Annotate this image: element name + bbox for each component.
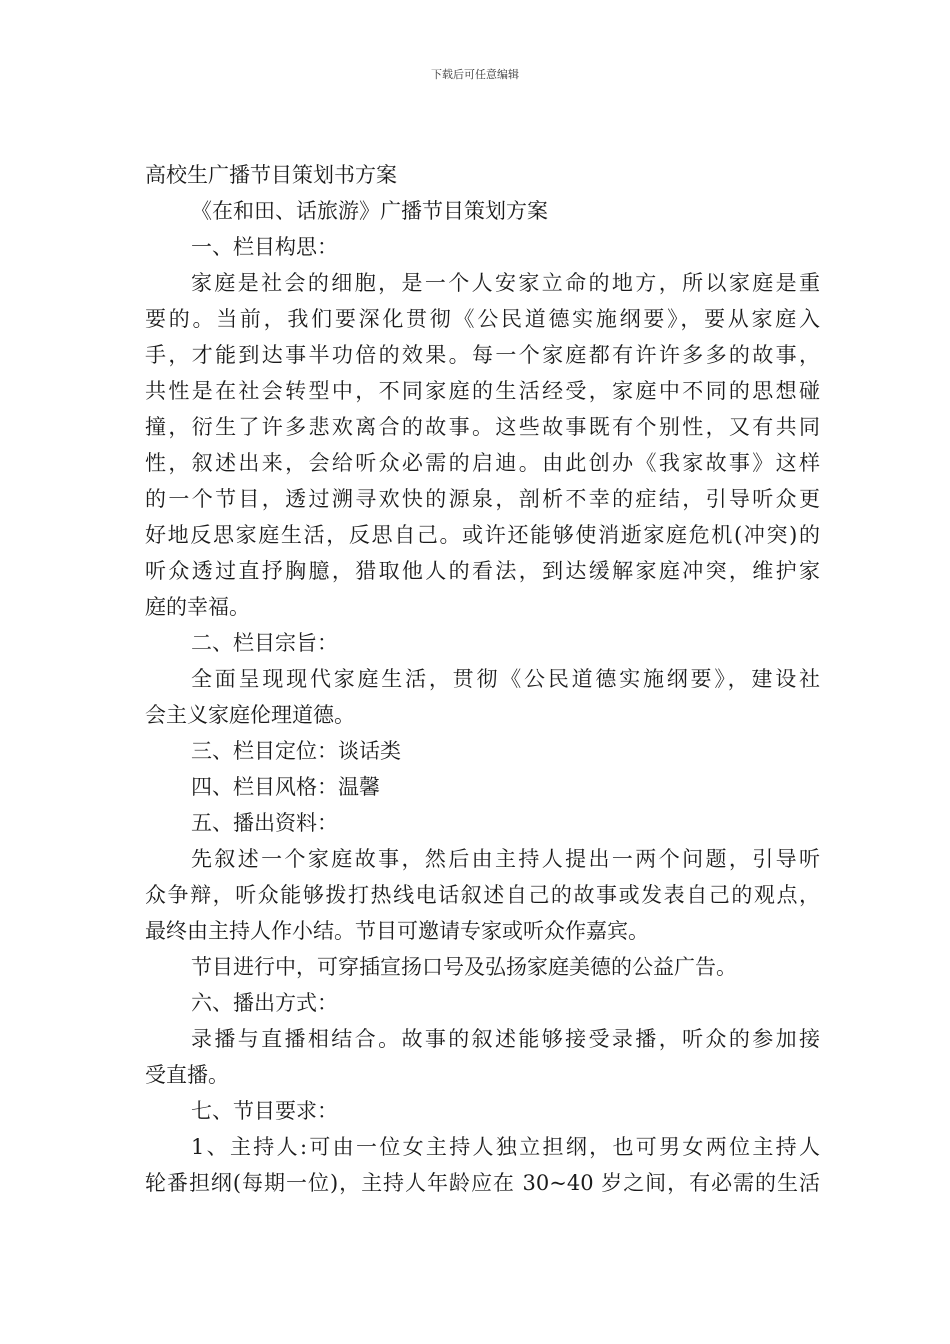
document-line: 五、播出资料： xyxy=(191,811,338,835)
document-line: 一、栏目构思： xyxy=(191,235,338,259)
document-line: 撞，衍生了许多悲欢离合的故事。这些故事既有个别性，又有共同 xyxy=(145,415,820,439)
document-line: 七、节目要求： xyxy=(191,1099,338,1123)
document-line: 《在和田、话旅游》广播节目策划方案 xyxy=(191,199,548,223)
document-line: 三、栏目定位：谈话类 xyxy=(191,739,401,763)
document-line: 1、主持人:可由一位女主持人独立担纲，也可男女两位主持人 xyxy=(191,1135,820,1159)
document-body xyxy=(145,157,820,1201)
document-line: 录播与直播相结合。故事的叙述能够接受录播，听众的参加接 xyxy=(191,1027,820,1051)
document-line: 会主义家庭伦理道德。 xyxy=(145,703,355,727)
document-line: 好地反思家庭生活，反思自己。或许还能够使消逝家庭危机(冲突)的 xyxy=(145,523,820,547)
document-line: 共性是在社会转型中，不同家庭的生活经受，家庭中不同的思想碰 xyxy=(145,379,820,403)
document-line: 手，才能到达事半功倍的效果。每一个家庭都有许许多多的故事， xyxy=(145,343,820,367)
document-line: 的一个节目，透过溯寻欢快的源泉，剖析不幸的症结，引导听众更 xyxy=(145,487,820,511)
document-line: 节目进行中，可穿插宣扬口号及弘扬家庭美德的公益广告。 xyxy=(191,955,737,979)
page-header-note: 下载后可任意编辑 xyxy=(431,68,519,81)
document-line: 轮番担纲(每期一位)，主持人年龄应在 30~40 岁之间，有必需的生活 xyxy=(145,1171,820,1195)
document-line: 庭的幸福。 xyxy=(145,595,250,619)
document-line: 全面呈现现代家庭生活，贯彻《公民道德实施纲要》，建设社 xyxy=(191,667,820,691)
document-line: 先叙述一个家庭故事，然后由主持人提出一两个问题，引导听 xyxy=(191,847,820,871)
document-line: 要的。当前，我们要深化贯彻《公民道德实施纲要》，要从家庭入 xyxy=(145,307,820,331)
document-title: 高校生广播节目策划书方案 xyxy=(145,163,397,187)
document-line: 家庭是社会的细胞，是一个人安家立命的地方，所以家庭是重 xyxy=(191,271,820,295)
document-line: 六、播出方式： xyxy=(191,991,338,1015)
document-line: 听众透过直抒胸臆，猎取他人的看法，到达缓解家庭冲突，维护家 xyxy=(145,559,820,583)
document-line: 众争辩，听众能够拨打热线电话叙述自己的故事或发表自己的观点， xyxy=(145,883,820,907)
document-line: 最终由主持人作小结。节目可邀请专家或听众作嘉宾。 xyxy=(145,919,649,943)
document-line: 四、栏目风格：温馨 xyxy=(191,775,380,799)
document-line: 受直播。 xyxy=(145,1063,229,1087)
document-line: 性，叙述出来，会给听众必需的启迪。由此创办《我家故事》这样 xyxy=(145,451,820,475)
document-line: 二、栏目宗旨： xyxy=(191,631,338,655)
